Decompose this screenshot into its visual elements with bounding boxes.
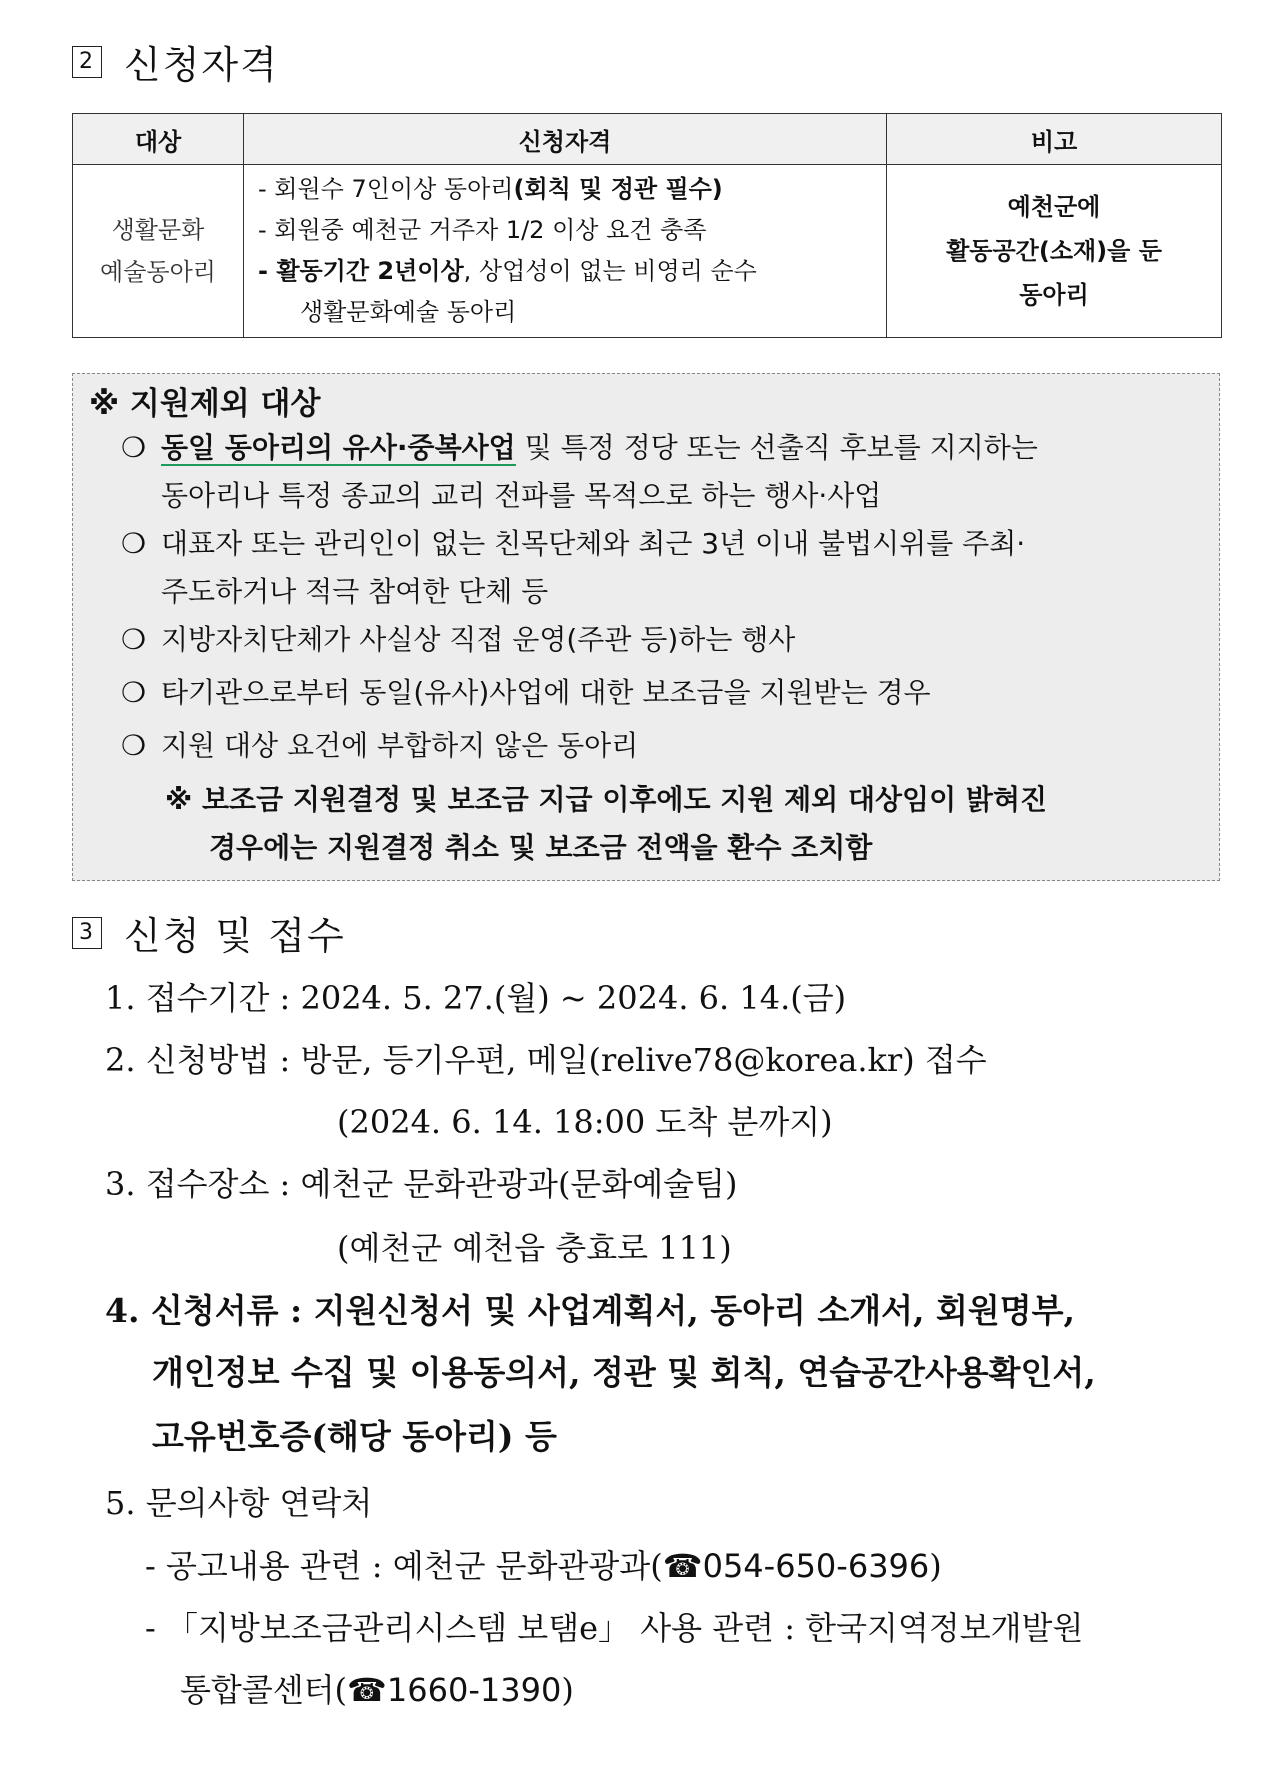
target-cell [73,165,244,338]
exclusion-note-line: 경우에는 지원결정 취소 및 보조금 전액을 환수 조치함 [209,831,873,864]
qualification-line [258,251,872,292]
contact-text: ) [561,1671,574,1709]
section3-title: 신청 및 접수 [124,914,346,958]
circle-bullet-icon: ❍ [121,676,147,709]
section2-heading [72,34,279,89]
contact-text: 통합콜센터( [180,1671,348,1709]
qualification-emphasis: - 활동기간 2년이상 [258,257,464,285]
exclusion-item [121,424,1201,520]
exclusion-title: ※ 지원제외 대상 [89,386,321,422]
circle-bullet-icon: ❍ [121,527,147,560]
table-header-row [73,114,1222,165]
target-line: 생활문화 [111,216,205,244]
exclusion-text: 지방자치단체가 사실상 직접 운영(주관 등)하는 행사 [161,623,796,656]
exclusion-note-line: ※ 보조금 지원결정 및 보조금 지급 이후에도 지원 제외 대상임이 밝혀진 [165,783,1048,816]
exclusion-box [72,373,1220,881]
exclusion-note [165,776,1205,872]
exclusion-text: 대표자 또는 관리인이 없는 친목단체와 최근 3년 이내 불법시위를 주최· [161,527,1026,560]
qualification-emphasis: (회칙 및 정관 필수) [513,175,723,203]
list-item: 1. 접수기간 : 2024. 5. 27.(월) ~ 2024. 6. 14.(금) [105,979,847,1017]
exclusion-text: 및 특정 정당 또는 선출직 후보를 지지하는 [515,431,1038,464]
contact-line: - 「지방보조금관리시스템 보탬e」 사용 관련 : 한국지역정보개발원 [145,1609,1084,1647]
qualification-text: - 회원수 7인이상 동아리 [258,175,514,203]
exclusion-text: 지원 대상 요건에 부합하지 않은 동아리 [161,729,639,762]
exclusion-item [121,616,1201,664]
circle-bullet-icon: ❍ [121,729,147,762]
list-item-continuation: (2024. 6. 14. 18:00 도착 분까지) [337,1103,833,1141]
circle-bullet-icon: ❍ [121,623,147,656]
qualification-text: , 상업성이 없는 비영리 순수 [463,257,757,285]
note-line: 예천군에 [1007,193,1101,221]
exclusion-item [121,669,1201,717]
exclusion-continuation: 동아리나 특정 종교의 교리 전파를 목적으로 하는 행사·사업 [161,479,882,512]
qualification-cell [244,165,887,338]
note-line: 활동공간(소재)을 둔 [946,237,1162,265]
list-item: 3. 접수장소 : 예천군 문화관광과(문화예술팀) [105,1165,738,1203]
exclusion-continuation: 주도하거나 적극 참여한 단체 등 [161,575,549,608]
header-qualification: 신청자격 [244,114,887,165]
section3-number: 3 [72,917,102,949]
list-item-continuation: 고유번호증(해당 동아리) 등 [152,1417,557,1456]
exclusion-item [121,722,1201,770]
exclusion-underlined-text: 동일 동아리의 유사·중복사업 [161,431,516,464]
contact-text: ) [929,1547,942,1585]
target-line: 예술동아리 [100,258,216,286]
circle-bullet-icon: ❍ [121,431,147,464]
list-item-continuation: (예천군 예천읍 충효로 111) [337,1229,732,1267]
contact-line [145,1546,942,1586]
table-row [73,165,1222,338]
phone-number: ☎1660-1390 [347,1671,562,1709]
list-item-required-documents: 4. 신청서류 : 지원신청서 및 사업계획서, 동아리 소개서, 회원명부, [105,1291,1075,1330]
contact-text: - 공고내용 관련 : 예천군 문화관광과( [145,1547,663,1585]
qualification-line: 생활문화예술 동아리 [300,298,517,326]
header-target: 대상 [73,114,244,165]
qualification-line [258,169,872,210]
exclusion-text: 타기관으로부터 동일(유사)사업에 대한 보조금을 지원받는 경우 [161,676,931,709]
note-cell [887,165,1222,338]
list-item: 2. 신청방법 : 방문, 등기우편, 메일(relive78@korea.kr) 접수 [105,1041,987,1079]
qualification-table [72,113,1222,338]
section2-number: 2 [72,46,102,78]
section3-heading [72,905,346,960]
note-line: 동아리 [1019,281,1089,309]
section2-title: 신청자격 [124,43,279,87]
list-item-continuation: 개인정보 수집 및 이용동의서, 정관 및 회칙, 연습공간사용확인서, [152,1353,1096,1392]
phone-number: ☎054-650-6396 [662,1547,930,1585]
exclusion-item [121,520,1201,616]
header-note: 비고 [887,114,1222,165]
contact-line [180,1670,574,1710]
qualification-line: - 회원중 예천군 거주자 1/2 이상 요건 충족 [258,216,707,244]
list-item: 5. 문의사항 연락처 [105,1484,373,1522]
